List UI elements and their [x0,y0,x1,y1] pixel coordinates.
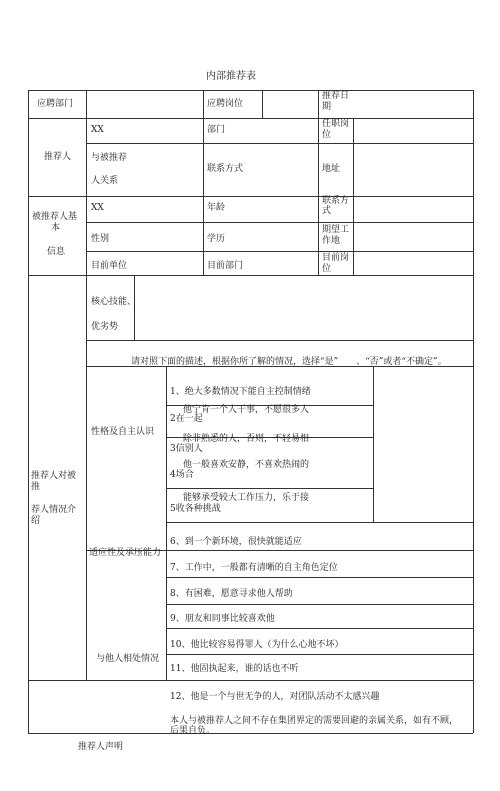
evaluation-label: 推荐人对被 [31,471,77,481]
item-11: 11、他固执起来，谁的话也不听 [170,664,299,674]
core-skills-label-2: 优劣势 [91,322,119,332]
declaration-label: 推荐人声明 [78,742,124,752]
group-personality-label: 性格及自主认识 [91,427,155,437]
current-post-label-2: 位 [322,264,332,274]
recommender-post-label-2: 位 [322,130,332,140]
table-border [28,733,473,734]
table-col-line [373,366,374,522]
recommend-date-label-2: 期 [322,102,332,112]
item-4a: 他一般喜欢安静，不喜欢热闹的 [183,460,310,470]
table-col-line [86,90,87,680]
item-5a: 能够承受较大工作压力，乐于接 [183,493,310,503]
instruction-text: 请对照下面的描述，根据你所了解的情况，选择“是” 、“否”或者“不确定”。 [131,357,447,367]
table-border [473,90,474,733]
group-relations-label: 与他人相处情况 [96,654,160,664]
item-3a: 除非熟悉的人，否则，不轻易相 [183,434,310,444]
table-col-line [318,90,319,275]
item-3b: 3信别人 [170,444,203,454]
table-row-line [166,628,473,629]
candidate-info-label-3: 信息 [47,247,66,257]
table-row-line [28,680,473,681]
table-row-line [166,577,473,578]
evaluation-label-4: 绍 [31,516,41,526]
current-company-label: 目前单位 [91,261,128,271]
recommend-date-label: 推荐日 [322,91,350,101]
table-row-line [86,143,473,144]
item-2b: 2在一起 [170,414,203,424]
table-row-line [86,251,473,252]
item-7: 7、工作中，一般都有清晰的自主角色定位 [170,563,338,573]
declaration-text-2: 后果自负。 [170,726,216,736]
current-dept-label: 目前部门 [207,261,244,271]
table-row-line [166,522,473,523]
table-border [28,90,473,91]
recommender-name-value: XX [91,125,104,135]
table-col-line [203,90,204,275]
item-8: 8、有困难，愿意寻求他人帮助 [170,589,293,599]
table-col-line [353,118,354,275]
education-label: 学历 [207,234,226,244]
age-label: 年龄 [207,203,226,213]
relation-label-2: 人关系 [91,176,119,186]
core-skills-label: 核心技能、 [91,297,137,307]
recommender-dept-label: 部门 [207,125,226,135]
gender-label: 性别 [91,234,110,244]
table-row-line [166,488,373,489]
table-col-line [134,275,135,340]
recommender-contact-label: 联系方式 [207,164,244,174]
item-1: 1、绝大多数情况下能自主控制情绪 [170,387,311,397]
evaluation-label-3: 荐人情况介 [31,505,77,515]
table-row-line [86,340,473,341]
table-row-line [166,604,473,605]
candidate-contact-label-2: 式 [322,206,332,216]
table-col-line [166,366,167,680]
apply-dept-label: 应聘部门 [37,99,74,109]
item-4b: 4场合 [170,470,194,480]
expected-location-label: 期望工 [322,225,350,235]
table-border [28,90,29,733]
table-col-line [262,90,263,118]
recommender-post-label: 任职岗 [322,119,350,129]
relation-label: 与被推荐 [91,153,128,163]
candidate-info-label-2: 本 [51,223,61,233]
table-row-line [28,196,473,197]
item-10: 10、他比较容易得罪人（为什么心地不坏） [170,640,344,650]
table-row-line [28,275,473,276]
recommender-address-label: 地址 [322,164,341,174]
item-5b: 5收各种挑战 [170,504,221,514]
candidate-contact-label: 联系方 [322,196,350,206]
group-adaptability-label: 适应性及承压能力 [89,548,162,558]
declaration-text: 本人与被推荐人之间不存在集团界定的需要回避的亲属关系，如有不顾， [170,716,459,726]
item-6: 6、到一个新环境，很快就能适应 [170,537,302,547]
expected-location-label-2: 作地 [322,236,341,246]
item-12: 12、他是一个与世无争的人，对团队活动不太感兴趣 [170,692,380,702]
candidate-info-label: 被推荐人基 [32,212,78,222]
page-title: 内部推荐表 [206,71,256,82]
table-row-line [28,118,473,119]
item-9: 9、朋友和同事比较喜欢他 [170,614,275,624]
apply-position-label: 应聘岗位 [207,99,244,109]
current-post-label: 目前岗 [322,253,350,263]
table-row-line [166,654,473,655]
recommender-label: 推荐人 [44,152,72,162]
item-2a: 他宁肯一个人干事，不愿很多人 [183,405,310,415]
table-row-line [86,222,473,223]
evaluation-label-2: 推 [31,482,41,492]
candidate-name-value: XX [91,203,104,213]
